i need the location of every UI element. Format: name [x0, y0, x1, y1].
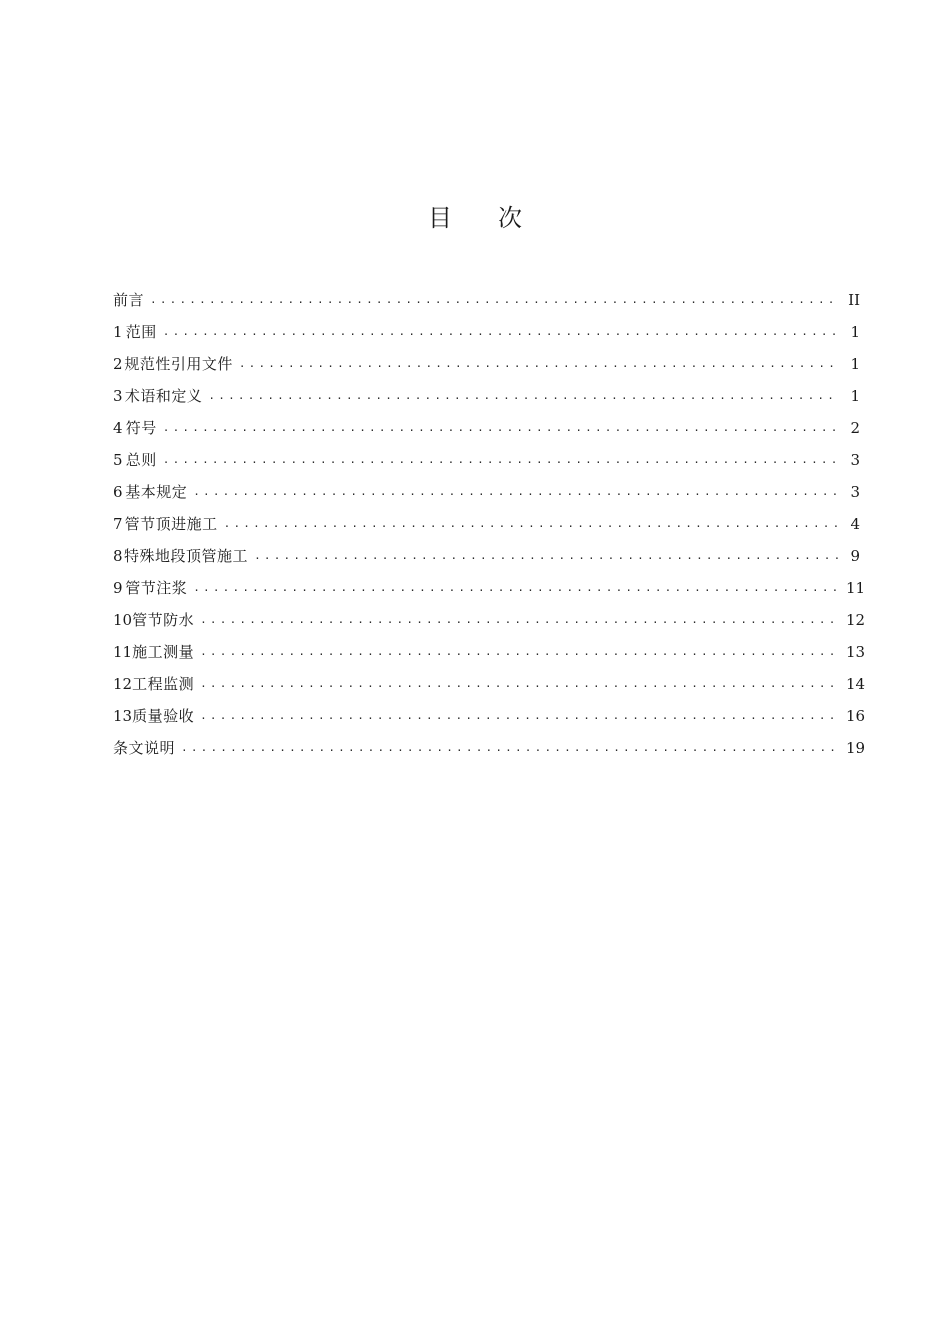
toc-entry-label: 规范性引用文件 — [124, 355, 233, 373]
table-of-contents — [113, 284, 866, 764]
toc-entry-12[interactable] — [113, 668, 866, 700]
toc-dot-leader — [200, 604, 838, 636]
toc-entry-7[interactable] — [113, 508, 860, 540]
toc-dot-leader — [181, 732, 838, 764]
toc-entry-page: 13 — [846, 643, 866, 661]
toc-entry-page: 2 — [850, 419, 860, 437]
toc-entry-5[interactable] — [113, 444, 860, 476]
page-title-char-2: 次 — [498, 204, 522, 232]
toc-entry-2[interactable] — [113, 348, 860, 380]
toc-entry-label: 基本规定 — [125, 483, 188, 501]
toc-entry-9[interactable] — [113, 572, 866, 604]
toc-entry-page: 3 — [850, 483, 860, 501]
toc-entry-4[interactable] — [113, 412, 860, 444]
toc-entry-page: 1 — [850, 387, 860, 405]
toc-entry-page: 12 — [846, 611, 866, 629]
toc-entry-number: 9 — [113, 579, 123, 597]
toc-entry-page: 11 — [846, 579, 866, 597]
toc-entry-number: 6 — [113, 483, 123, 501]
toc-entry-label: 条文说明 — [113, 739, 176, 757]
page-title — [0, 198, 950, 238]
toc-entry-label: 质量验收 — [132, 707, 195, 725]
toc-entry-label: 前言 — [113, 291, 145, 309]
toc-entry-label: 工程监测 — [132, 675, 195, 693]
toc-entry-page: 14 — [846, 675, 866, 693]
toc-dot-leader — [200, 700, 838, 732]
toc-entry-number: 11 — [113, 643, 133, 661]
toc-entry-11[interactable] — [113, 636, 866, 668]
toc-entry-8[interactable] — [113, 540, 860, 572]
toc-entry-number: 13 — [113, 707, 133, 725]
toc-dot-leader — [163, 412, 838, 444]
toc-entry-number: 8 — [113, 547, 123, 565]
toc-entry-page: 19 — [846, 739, 866, 757]
toc-entry-label: 管节防水 — [132, 611, 195, 629]
toc-dot-leader — [239, 348, 838, 380]
toc-dot-leader — [200, 636, 838, 668]
toc-entry-label: 范围 — [125, 323, 157, 341]
toc-entry-page: 9 — [850, 547, 860, 565]
toc-dot-leader — [193, 572, 838, 604]
toc-entry-label: 符号 — [125, 419, 157, 437]
toc-entry-label: 总则 — [125, 451, 157, 469]
toc-entry-label: 术语和定义 — [124, 387, 203, 405]
toc-entry-3[interactable] — [113, 380, 860, 412]
toc-entry-number: 4 — [113, 419, 123, 437]
toc-dot-leader — [163, 316, 838, 348]
toc-entry-explanation[interactable] — [113, 732, 866, 764]
toc-entry-label: 管节注浆 — [125, 579, 188, 597]
toc-entry-number: 3 — [113, 387, 123, 405]
toc-entry-page: II — [848, 291, 860, 309]
toc-entry-number: 5 — [113, 451, 123, 469]
toc-entry-number: 7 — [113, 515, 123, 533]
toc-dot-leader — [224, 508, 838, 540]
toc-entry-page: 1 — [850, 355, 860, 373]
toc-dot-leader — [163, 444, 838, 476]
toc-entry-page: 16 — [846, 707, 866, 725]
toc-entry-6[interactable] — [113, 476, 860, 508]
toc-entry-label: 管节顶进施工 — [124, 515, 218, 533]
toc-entry-label: 施工测量 — [132, 643, 195, 661]
toc-dot-leader — [200, 668, 838, 700]
page-title-char-1: 目 — [428, 204, 452, 232]
toc-entry-label: 特殊地段顶管施工 — [124, 547, 249, 565]
toc-entry-page: 3 — [850, 451, 860, 469]
toc-entry-number: 2 — [113, 355, 123, 373]
toc-entry-13[interactable] — [113, 700, 866, 732]
toc-dot-leader — [193, 476, 838, 508]
toc-dot-leader — [150, 284, 838, 316]
toc-dot-leader — [254, 540, 838, 572]
toc-entry-1[interactable] — [113, 316, 860, 348]
toc-dot-leader — [208, 380, 838, 412]
toc-entry-page: 1 — [850, 323, 860, 341]
toc-entry-page: 4 — [850, 515, 860, 533]
toc-entry-foreword[interactable] — [113, 284, 860, 316]
toc-entry-number: 12 — [113, 675, 133, 693]
toc-entry-number: 1 — [113, 323, 123, 341]
toc-entry-number: 10 — [113, 611, 133, 629]
toc-entry-10[interactable] — [113, 604, 866, 636]
